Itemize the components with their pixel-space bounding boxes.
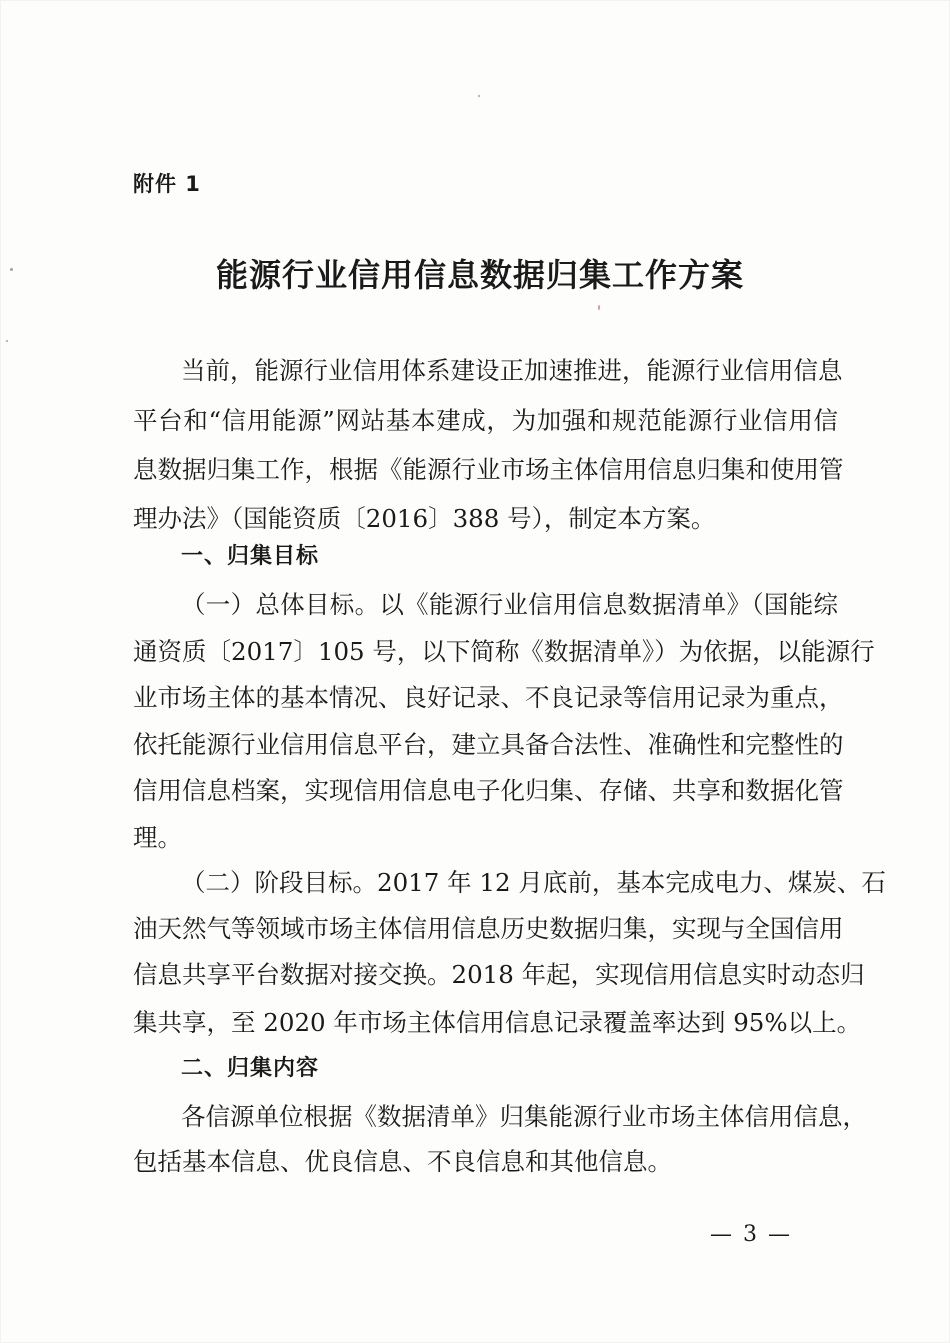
intro-paragraph-line: 当前，能源行业信用体系建设正加速推进，能源行业信用信息 [181,356,843,385]
section-heading-content: 二、归集内容 [181,1056,320,1081]
overall-target-paragraph-line: 业市场主体的基本情况、良好记录、不良记录等信用记录为重点， [133,683,844,712]
stage-target-paragraph-line: 信息共享平台数据对接交换。2018 年起，实现信用信息实时动态归 [133,960,865,989]
overall-target-paragraph-line: （一）总体目标。以《能源行业信用信息数据清单》（国能综 [181,590,838,619]
intro-paragraph-line: 平台和“信用能源”网站基本建成，为加强和规范能源行业信用信 [133,406,838,435]
intro-paragraph-line: 息数据归集工作，根据《能源行业市场主体信用信息归集和使用管 [133,455,844,484]
scan-speck [478,95,480,97]
scan-speck [6,340,8,342]
stage-target-paragraph-line: （二）阶段目标。2017 年 12 月底前，基本完成电力、煤炭、石 [181,868,886,897]
scan-speck [598,305,600,310]
document-title: 能源行业信用信息数据归集工作方案 [215,256,744,294]
stage-target-paragraph-line: 油天然气等领域市场主体信用信息历史数据归集，实现与全国信用 [133,914,844,943]
overall-target-paragraph-line: 通资质〔2017〕105 号，以下简称《数据清单》）为依据，以能源行 [133,637,875,666]
annex-label: 附件 1 [133,172,201,196]
scan-speck [10,268,13,271]
intro-paragraph-line: 理办法》（国能资质〔2016〕388 号），制定本方案。 [133,504,716,533]
section-heading-targets: 一、归集目标 [181,544,320,569]
overall-target-paragraph-line: 理。 [133,823,182,852]
stage-target-paragraph-line: 集共享，至 2020 年市场主体信用信息记录覆盖率达到 95%以上。 [133,1008,862,1037]
collection-content-paragraph-line: 包括基本信息、优良信息、不良信息和其他信息。 [133,1147,672,1176]
collection-content-paragraph-line: 各信源单位根据《数据清单》归集能源行业市场主体信用信息， [181,1102,867,1131]
overall-target-paragraph-line: 信用信息档案，实现信用信息电子化归集、存储、共享和数据化管 [133,776,844,805]
page-number: — 3 — [710,1222,792,1247]
overall-target-paragraph-line: 依托能源行业信用信息平台，建立具备合法性、准确性和完整性的 [133,730,844,759]
